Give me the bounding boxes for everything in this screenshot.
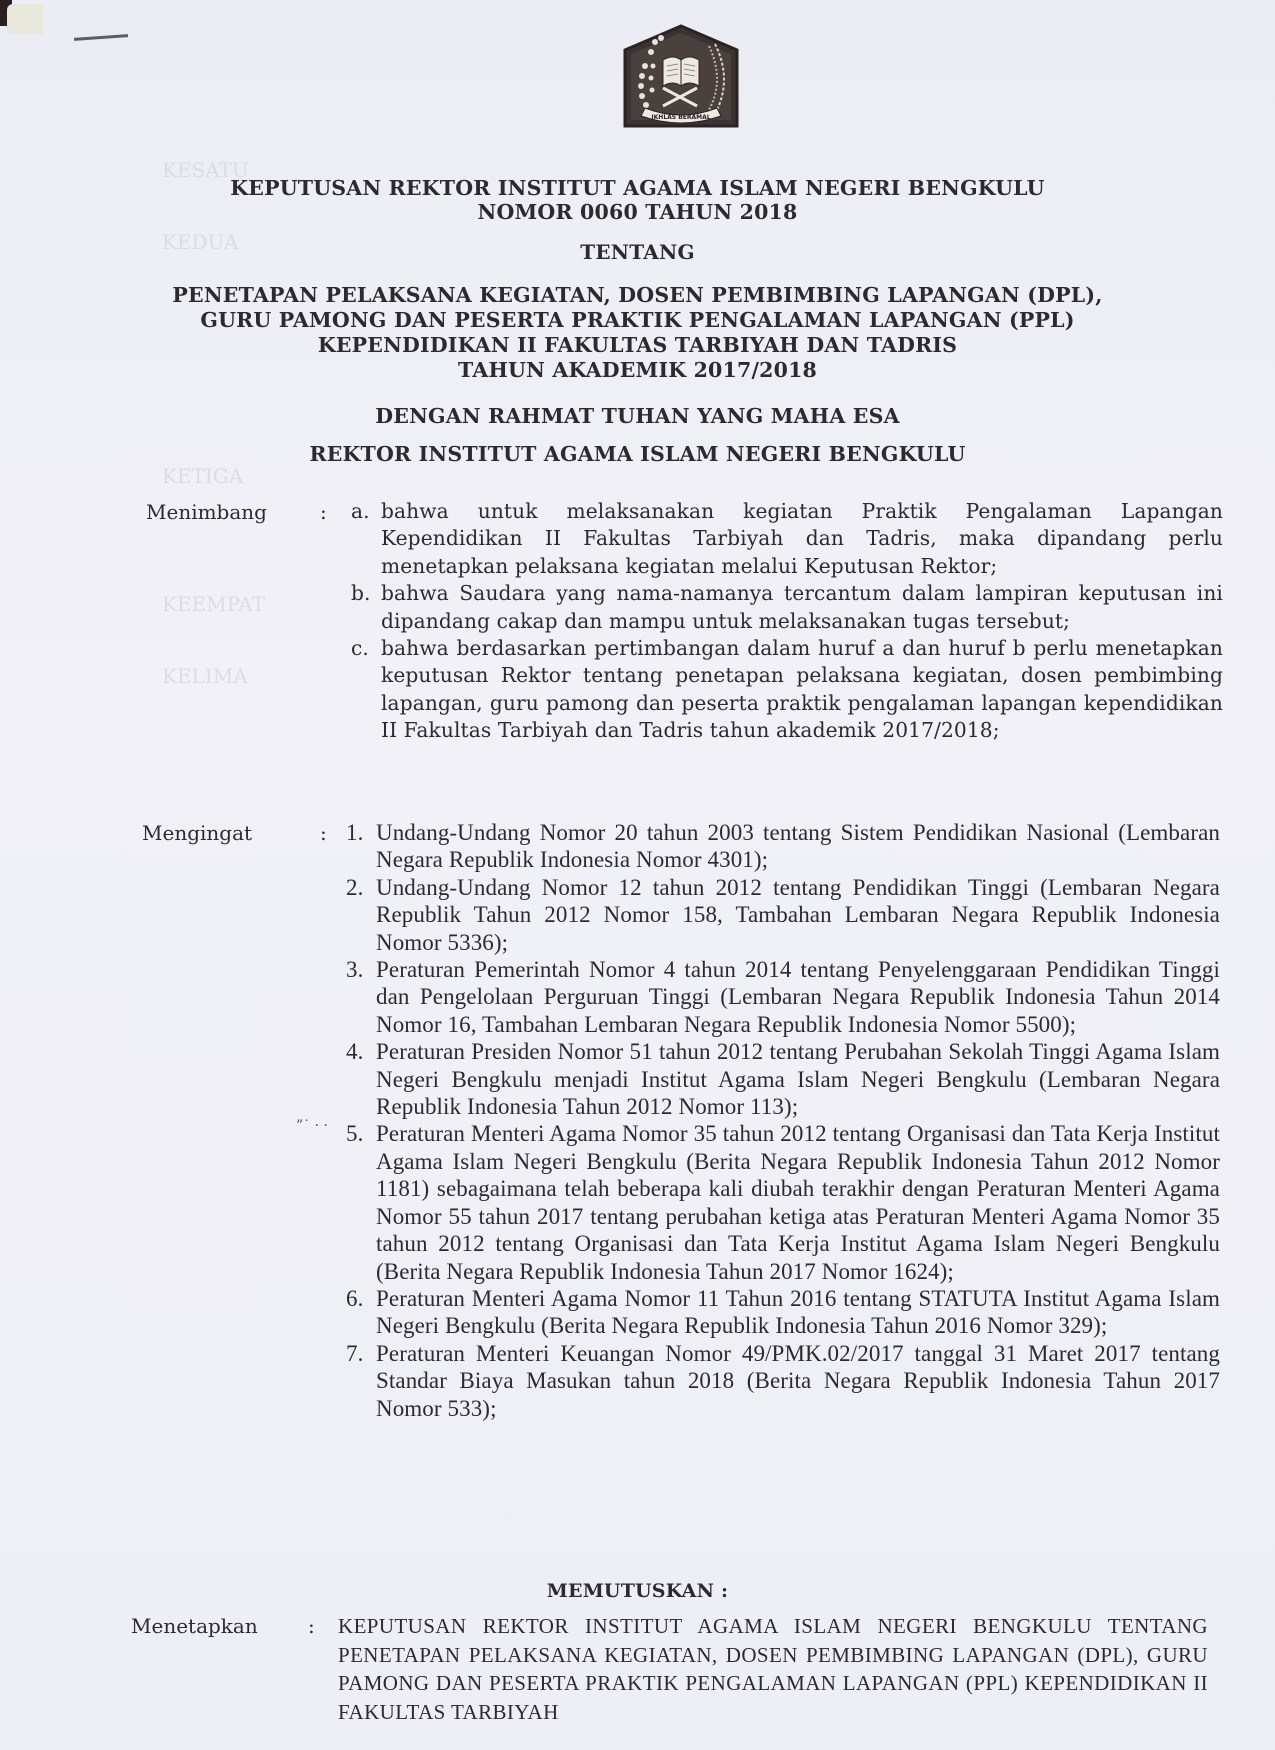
item-text: Peraturan Pemerintah Nomor 4 tahun 2014 tentang Penyelenggaraan Pendidikan Tinggi dan Pengelolaan Perguruan Tinggi (Lembaran Negara Republik Indonesia Tahun 2014 Nomor 16, Tambahan Lembaran Negara Republik Indonesia Nomor 5500); <box>376 957 1220 1037</box>
item-text: Peraturan Menteri Agama Nomor 11 Tahun 2016 tentang STATUTA Institut Agama Islam Negeri Bengkulu (Berita Negara Republik Indonesia Tahun 2016 Nomor 329); <box>376 1285 1220 1339</box>
menetapkan-text: KEPUTUSAN REKTOR INSTITUT AGAMA ISLAM NEGERI BENGKULU TENTANG PENETAPAN PELAKSANA KEGIATAN, DOSEN PEMBIMBING LAPANGAN (DPL), GURU PAMONG DAN PESERTA PRAKTIK PENGALAMAN LAPANGAN (PPL) KEPENDIDIKAN II FAKULTAS TARBIYAH <box>338 1614 1208 1724</box>
document-title <box>0 176 1275 224</box>
item-marker: 4. <box>346 1039 364 1065</box>
subject-line: GURU PAMONG DAN PESERTA PRAKTIK PENGALAMAN LAPANGAN (PPL) <box>200 308 1075 332</box>
title-line: KEPUTUSAN REKTOR INSTITUT AGAMA ISLAM NEGERI BENGKULU <box>230 176 1045 200</box>
list-item <box>351 498 1223 580</box>
list-item <box>346 819 1220 874</box>
scan-edge-paper <box>7 4 43 34</box>
item-text: bahwa untuk melaksanakan kegiatan Praktik Pengalaman Lapangan Kependidikan II Fakultas Tarbiyah dan Tadris, maka dipandang perlu menetapkan pelaksana kegiatan melalui Keputusan Rektor; <box>381 499 1223 578</box>
list-item <box>346 1120 1220 1284</box>
list-item <box>346 1340 1220 1422</box>
mengingat-label: Mengingat <box>142 821 253 845</box>
colon: : <box>308 1614 315 1638</box>
menetapkan-text-block <box>338 1612 1208 1726</box>
decree-subject <box>0 283 1275 383</box>
bleed-through-label: KESATU <box>162 158 249 182</box>
bleed-through-label: KETIGA <box>162 464 244 488</box>
bleed-through-label: KEDUA <box>162 230 239 254</box>
item-marker: 5. <box>346 1121 364 1147</box>
item-marker: b. <box>351 581 371 606</box>
item-text: bahwa Saudara yang nama-namanya tercantum dalam lampiran keputusan ini dipandang cakap dan mampu untuk melaksanakan tugas tersebut; <box>381 581 1223 633</box>
item-marker: 7. <box>346 1340 364 1366</box>
subject-line: TAHUN AKADEMIK 2017/2018 <box>458 358 817 382</box>
emblem-motto: IKHLAS BERAMAL <box>651 114 711 121</box>
authority-heading: REKTOR INSTITUT AGAMA ISLAM NEGERI BENGKULU <box>309 442 966 466</box>
scan-specks: ”˙ · · <box>296 1118 328 1134</box>
bleed-through-label: KELIMA <box>162 664 248 688</box>
item-text: Undang-Undang Nomor 20 tahun 2003 tentang Sistem Pendidikan Nasional (Lembaran Negara Republik Indonesia Nomor 4301); <box>376 820 1220 873</box>
list-item <box>346 874 1220 956</box>
list-item <box>351 635 1223 745</box>
item-text: bahwa berdasarkan pertimbangan dalam huruf a dan huruf b perlu menetapkan keputusan Rektor tentang penetapan pelaksana kegiatan, dosen pembimbing lapangan, guru pamong dan peserta praktik pengalaman lapangan kependidikan II Fakultas Tarbiyah dan Tadris tahun akademik 2017/2018; <box>381 636 1223 743</box>
mengingat-list <box>346 819 1220 1422</box>
memutuskan-heading: MEMUTUSKAN : <box>546 1580 729 1602</box>
list-item <box>351 580 1223 635</box>
menimbang-list <box>351 498 1223 745</box>
item-marker: c. <box>351 636 369 661</box>
item-marker: 6. <box>346 1285 364 1311</box>
menimbang-label: Menimbang <box>146 500 267 524</box>
list-item <box>346 956 1220 1038</box>
subject-line: KEPENDIDIKAN II FAKULTAS TARBIYAH DAN TADRIS <box>317 333 958 357</box>
list-item <box>346 1285 1220 1340</box>
bleed-through-label: KEEMPAT <box>162 592 265 616</box>
item-marker: 3. <box>346 957 364 983</box>
menetapkan-label: Menetapkan <box>131 1614 258 1638</box>
colon: : <box>320 821 327 845</box>
item-text: Peraturan Presiden Nomor 51 tahun 2012 tentang Perubahan Sekolah Tinggi Agama Islam Negeri Bengkulu menjadi Institut Agama Islam Negeri Bengkulu (Lembaran Negara Republik Indonesia Tahun 2012 Nomor 113); <box>376 1039 1220 1120</box>
item-text: Peraturan Menteri Keuangan Nomor 49/PMK.02/2017 tanggal 31 Maret 2017 tentang Standar Biaya Masukan tahun 2018 (Berita Negara Republik Indonesia Tahun 2017 Nomor 533); <box>376 1340 1220 1421</box>
subject-line: PENETAPAN PELAKSANA KEGIATAN, DOSEN PEMBIMBING LAPANGAN (DPL), <box>172 283 1103 307</box>
colon: : <box>320 500 327 524</box>
item-marker: 1. <box>346 820 364 845</box>
list-item <box>346 1038 1220 1120</box>
item-marker: 2. <box>346 874 364 900</box>
invocation-heading: DENGAN RAHMAT TUHAN YANG MAHA ESA <box>375 404 900 428</box>
tentang-heading: TENTANG <box>580 240 695 264</box>
item-marker: a. <box>351 499 370 523</box>
item-text: Undang-Undang Nomor 12 tahun 2012 tentang Pendidikan Tinggi (Lembaran Negara Republik Tahun 2012 Nomor 158, Tambahan Lembaran Negara Republik Indonesia Nomor 5336); <box>376 874 1220 955</box>
decree-number: NOMOR 0060 TAHUN 2018 <box>477 200 798 224</box>
pen-mark <box>74 34 128 41</box>
item-text: Peraturan Menteri Agama Nomor 35 tahun 2012 tentang Organisasi dan Tata Kerja Institut Agama Islam Negeri Bengkulu (Berita Negara Republik Indonesia Tahun 2012 Nomor 1181) sebagaimana telah beberapa kali diubah terakhir dengan Peraturan Menteri Agama Nomor 55 tahun 2017 tentang perubahan ketiga atas Peraturan Menteri Agama Nomor 35 tahun 2012 tentang Organisasi dan Tata Kerja Institut Agama Islam Negeri Bengkulu (Berita Negara Republik Indonesia Tahun 2017 Nomor 1624); <box>376 1121 1220 1284</box>
kementerian-agama-emblem-icon <box>617 22 745 134</box>
